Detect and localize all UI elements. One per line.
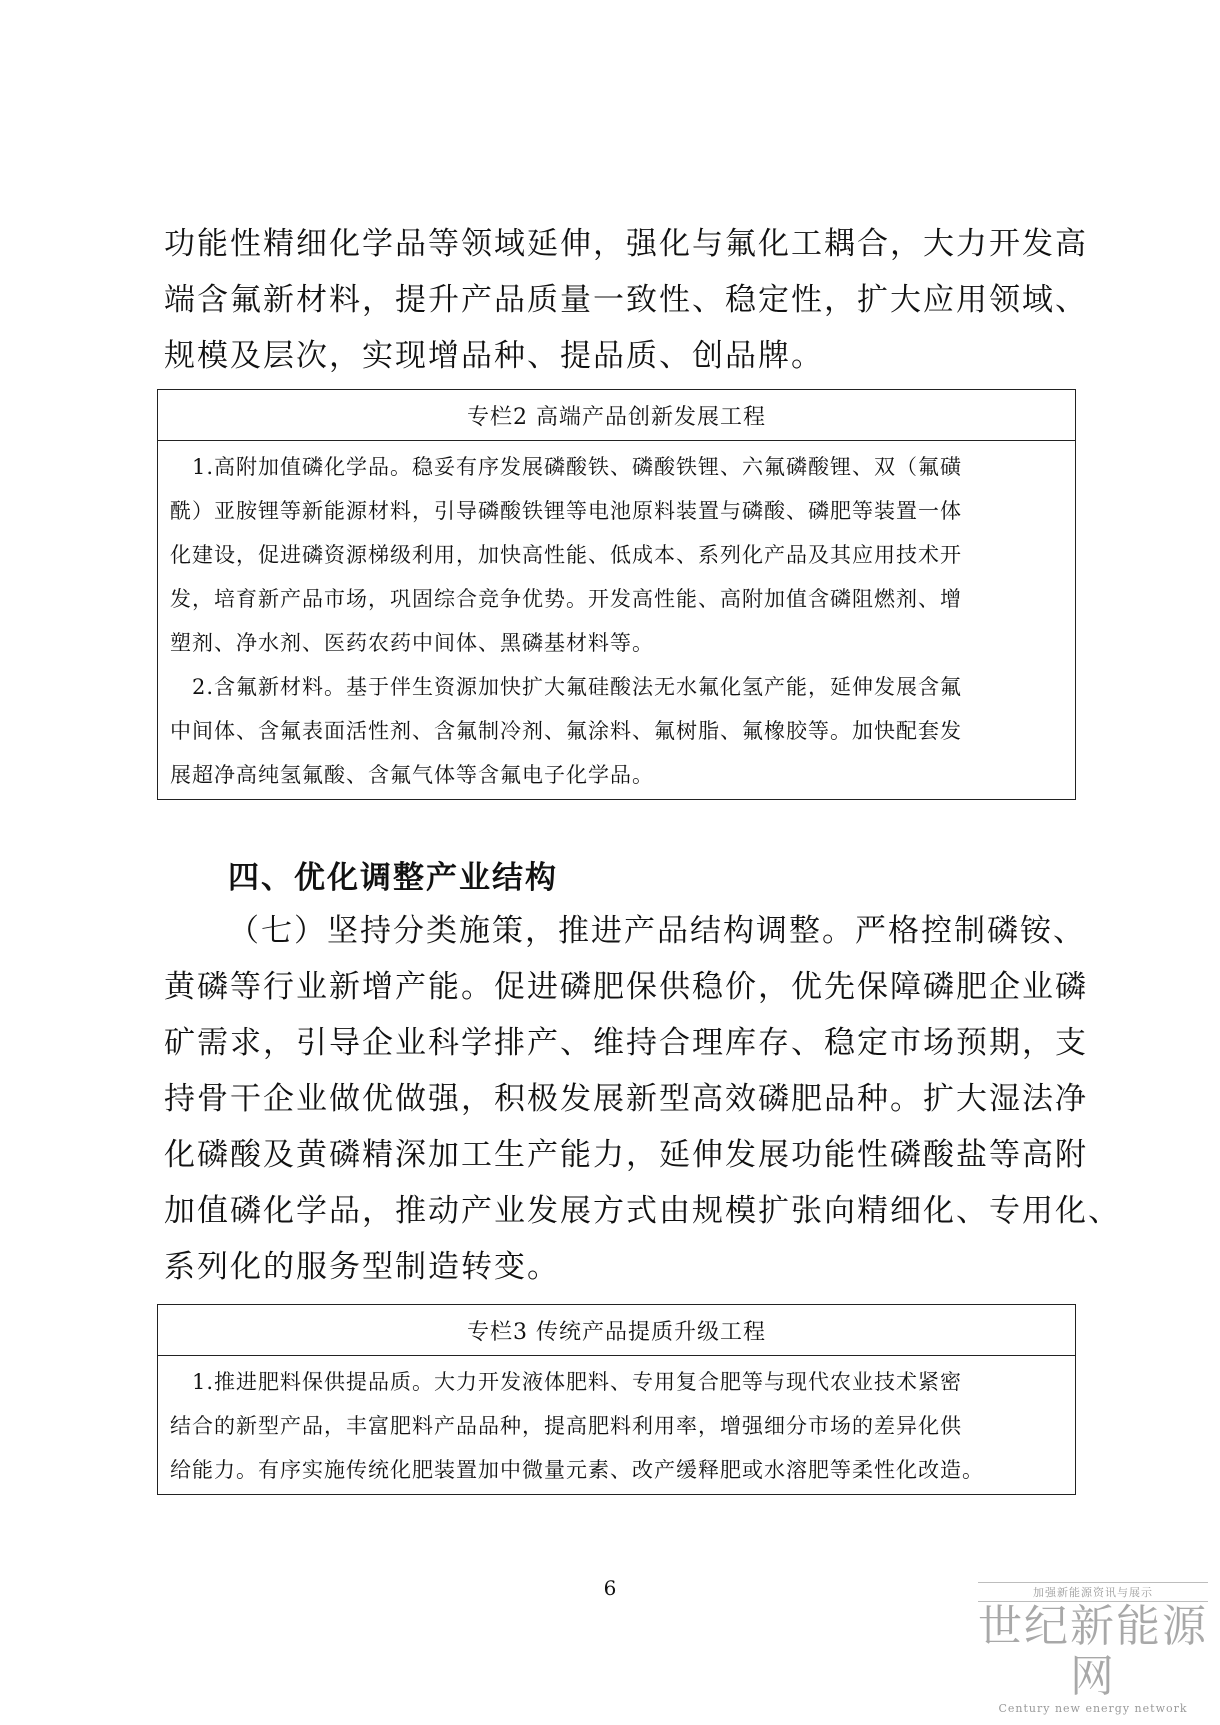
column-box-2: [157, 389, 1076, 800]
section-heading: 四、优化调整产业结构: [228, 860, 558, 896]
watermark-name: 世纪新能源网: [978, 1601, 1208, 1702]
para7-line-3: 矿需求，引导企业科学排产、维持合理库存、稳定市场预期，支: [164, 1025, 1088, 1061]
intro-line-2: 端含氟新材料，提升产品质量一致性、稳定性，扩大应用领域、: [164, 282, 1088, 318]
box2-line-5: 塑剂、净水剂、医药农药中间体、黑磷基材料等。: [170, 631, 654, 655]
watermark-tagline: 加强新能源资讯与展示: [978, 1582, 1208, 1602]
intro-line-1: 功能性精细化学品等领域延伸，强化与氟化工耦合，大力开发高: [164, 226, 1088, 262]
box2-line-6: 2.含氟新材料。基于伴生资源加快扩大氟硅酸法无水氟化氢产能，延伸发展含氟: [170, 675, 963, 699]
para7-line-5: 化磷酸及黄磷精深加工生产能力，延伸发展功能性磷酸盐等高附: [164, 1137, 1088, 1173]
paragraph-7: [164, 903, 1121, 1295]
column-box-2-title: 专栏2 高端产品创新发展工程: [158, 390, 1075, 441]
box2-line-7: 中间体、含氟表面活性剂、含氟制冷剂、氟涂料、氟树脂、氟橡胶等。加快配套发: [170, 719, 962, 743]
page-number: 6: [603, 1576, 617, 1600]
column-box-2-body: [158, 441, 1075, 799]
column-box-3-title: 专栏3 传统产品提质升级工程: [158, 1305, 1075, 1356]
box2-line-1: 1.高附加值磷化学品。稳妥有序发展磷酸铁、磷酸铁锂、六氟磷酸锂、双（氟磺: [170, 455, 963, 479]
box3-line-3: 给能力。有序实施传统化肥装置加中微量元素、改产缓释肥或水溶肥等柔性化改造。: [170, 1458, 984, 1482]
box2-line-3: 化建设，促进磷资源梯级利用，加快高性能、低成本、系列化产品及其应用技术开: [170, 543, 962, 567]
para7-line-4: 持骨干企业做优做强，积极发展新型高效磷肥品种。扩大湿法净: [164, 1081, 1088, 1117]
box3-line-1: 1.推进肥料保供提品质。大力开发液体肥料、专用复合肥等与现代农业技术紧密: [170, 1370, 963, 1394]
intro-line-3: 规模及层次，实现增品种、提品质、创品牌。: [164, 338, 824, 374]
column-box-3: [157, 1304, 1076, 1495]
para7-line-2: 黄磷等行业新增产能。促进磷肥保供稳价，优先保障磷肥企业磷: [164, 969, 1088, 1005]
box3-line-2: 结合的新型产品，丰富肥料产品品种，提高肥料利用率，增强细分市场的差异化供: [170, 1414, 962, 1438]
column-box-3-body: [158, 1356, 1075, 1494]
para7-line-1: （七）坚持分类施策，推进产品结构调整。严格控制磷铵、: [228, 913, 1086, 949]
watermark-english: Century new energy network: [998, 1702, 1188, 1715]
para7-line-6: 加值磷化学品，推动产业发展方式由规模扩张向精细化、专用化、: [164, 1193, 1121, 1229]
watermark-logo: [978, 1582, 1208, 1715]
box2-line-8: 展超净高纯氢氟酸、含氟气体等含氟电子化学品。: [170, 763, 654, 787]
box2-line-4: 发，培育新产品市场，巩固综合竞争优势。开发高性能、高附加值含磷阻燃剂、增: [170, 587, 962, 611]
box2-line-2: 酰）亚胺锂等新能源材料，引导磷酸铁锂等电池原料装置与磷酸、磷肥等装置一体: [170, 499, 962, 523]
intro-paragraph: [164, 216, 1088, 384]
para7-line-7: 系列化的服务型制造转变。: [164, 1249, 560, 1285]
